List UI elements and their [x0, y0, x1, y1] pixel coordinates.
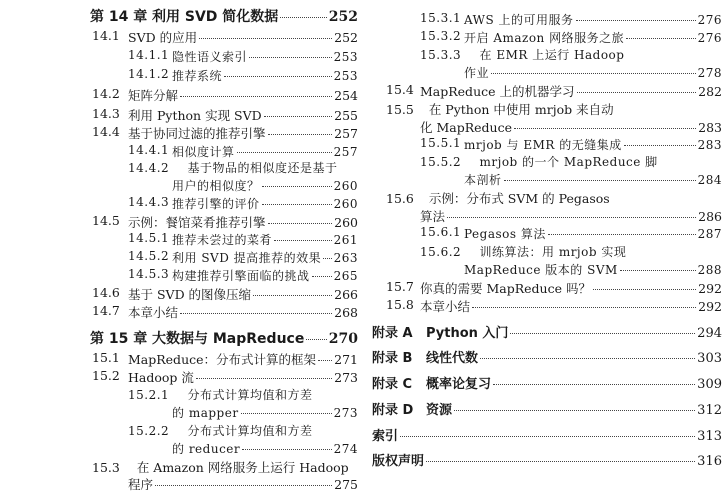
appendix-label: 附录 D: [372, 403, 414, 418]
page-number: 286: [698, 209, 722, 224]
subsection-number: 15.6.1: [420, 225, 462, 239]
section-number: 15.5: [386, 102, 414, 117]
dot-leader: [306, 339, 326, 340]
subsection-title: 利用 SVD 提高推荐的效果: [172, 251, 322, 265]
page-number: 260: [334, 215, 358, 230]
page-number: 287: [697, 227, 722, 241]
subsection-title: 相似度计算: [172, 145, 235, 159]
page-number: 283: [697, 138, 722, 152]
section-title: MapReduce：分布式计算的框架: [128, 352, 317, 367]
subsection-title: 隐性语义索引: [172, 50, 248, 64]
dot-leader: [237, 152, 332, 153]
page-number: 282: [698, 84, 722, 99]
subsection-title: 分布式计算均值和方差: [187, 388, 313, 402]
toc-section-14-6[interactable]: [92, 285, 358, 303]
subsection-number: 15.5.2: [420, 155, 462, 169]
dot-leader: [262, 204, 332, 205]
section-title: MapReduce 上的机器学习: [420, 84, 575, 99]
toc-section-14-4[interactable]: [92, 124, 358, 142]
section-title-cont: 算法: [420, 209, 446, 224]
toc-chapter-15[interactable]: [90, 328, 358, 348]
subsection-number: 15.6.2: [420, 245, 462, 259]
subsection-title: 推荐引擎的评价: [172, 197, 260, 211]
dot-leader: [472, 307, 696, 308]
section-title-cont: 程序: [128, 477, 154, 492]
subsection-number: 14.1.2: [128, 67, 170, 81]
section-title: 在 Amazon 网络服务上运行 Hadoop: [136, 460, 349, 475]
appendix-label: 附录 A: [372, 326, 413, 341]
toc-section-15-3-line1[interactable]: [92, 458, 349, 476]
page-number: 273: [333, 406, 358, 420]
toc-subsection-14-4-2-line1[interactable]: [128, 159, 338, 176]
page-number: 257: [334, 126, 358, 141]
dot-leader: [493, 384, 695, 385]
subsection-number: 14.5.1: [128, 231, 170, 245]
section-number: 15.1: [92, 350, 120, 365]
section-title: 基于协同过滤的推荐引擎: [128, 126, 266, 141]
toc-subsection-15-3-1[interactable]: [420, 11, 722, 28]
page-number: 260: [333, 179, 358, 193]
subsection-number: 14.5.3: [128, 267, 170, 281]
toc-subsection-15-6-1[interactable]: [420, 225, 722, 242]
toc-section-14-7[interactable]: [92, 303, 358, 321]
subsection-title: 开启 Amazon 网络服务之旅: [464, 31, 625, 45]
toc-subsection-14-5-2[interactable]: [128, 249, 358, 266]
page-number: 313: [697, 429, 722, 444]
chapter-number: 第 14 章: [90, 9, 148, 25]
page-number: 283: [698, 120, 722, 135]
page-number: 266: [334, 287, 358, 302]
toc-subsection-15-2-1-line1[interactable]: [128, 386, 313, 403]
subsection-number: 15.3.3: [420, 48, 462, 62]
subsection-title: Pegasos 算法: [464, 227, 546, 241]
page-number: 253: [333, 50, 358, 64]
toc-section-15-5-line2[interactable]: [420, 118, 722, 136]
subsection-title: 基于物品的相似度还是基于: [187, 161, 338, 175]
toc-section-14-2[interactable]: [92, 86, 358, 104]
toc-section-14-5[interactable]: [92, 213, 358, 231]
dot-leader: [624, 145, 696, 146]
subsection-title-cont: 本剖析: [464, 173, 502, 187]
dot-leader: [491, 73, 696, 74]
subsection-number: 14.5.2: [128, 249, 170, 263]
page-number: 265: [333, 269, 358, 283]
subsection-title: 分布式计算均值和方差: [187, 424, 313, 438]
toc-appendix-b[interactable]: [372, 347, 722, 366]
appendix-title: Python 入门: [426, 326, 509, 341]
toc-section-15-2[interactable]: [92, 368, 358, 386]
toc-subsection-15-2-2-line1[interactable]: [128, 422, 313, 439]
subsection-title-cont: 的 mapper: [172, 406, 239, 420]
toc-section-15-5-line1[interactable]: [386, 100, 614, 118]
page-number: 316: [697, 454, 722, 469]
toc-section-15-6-line2[interactable]: [420, 207, 722, 225]
section-title: Hadoop 流: [128, 370, 194, 385]
section-title: 示例：分布式 SVM 的 Pegasos: [428, 191, 610, 206]
page-number: 273: [334, 370, 358, 385]
section-number: 15.7: [386, 279, 414, 294]
toc-subsection-14-5-3[interactable]: [128, 267, 358, 284]
subsection-number: 14.4.2: [128, 161, 170, 175]
section-number: 15.4: [386, 82, 414, 97]
page-number: 252: [334, 30, 358, 45]
toc-subsection-15-3-3-line2[interactable]: [464, 64, 722, 81]
dot-leader: [249, 57, 332, 58]
section-number: 15.3: [92, 460, 120, 475]
dot-leader: [180, 96, 332, 97]
dot-leader: [264, 116, 332, 117]
page-number: 312: [697, 403, 722, 418]
section-title: 利用 Python 实现 SVD: [128, 108, 262, 123]
section-title-cont: 化 MapReduce: [420, 120, 512, 135]
section-number: 14.1: [92, 28, 120, 43]
toc-section-15-7[interactable]: [386, 279, 722, 297]
dot-leader: [626, 38, 695, 39]
section-title: 矩阵分解: [128, 88, 179, 103]
subsection-number: 15.3.2: [420, 29, 462, 43]
toc-subsection-14-5-1[interactable]: [128, 231, 358, 248]
section-number: 14.6: [92, 285, 120, 300]
appendix-title: 概率论复习: [426, 377, 492, 392]
section-number: 15.6: [386, 191, 414, 206]
section-title: 你真的需要 MapReduce 吗？: [420, 281, 591, 296]
appendix-title: 线性代数: [426, 351, 479, 366]
section-title: 本章小结: [420, 299, 471, 314]
toc-chapter-14[interactable]: [90, 6, 358, 26]
dot-leader: [274, 240, 332, 241]
section-number: 14.3: [92, 106, 120, 121]
index-title: 索引: [372, 429, 399, 444]
dot-leader: [318, 360, 332, 361]
dot-leader: [620, 270, 696, 271]
toc-subsection-14-4-2-line2[interactable]: [172, 177, 358, 194]
page-number: 309: [697, 377, 722, 392]
toc-section-14-1[interactable]: [92, 28, 358, 46]
page-number: 270: [328, 331, 358, 347]
section-title: SVD 的应用: [128, 30, 198, 45]
subsection-number: 15.3.1: [420, 11, 462, 25]
dot-leader: [155, 485, 332, 486]
subsection-title: mrjob 与 EMR 的无缝集成: [464, 138, 622, 152]
subsection-number: 14.4.1: [128, 143, 170, 157]
toc-subsection-15-3-2[interactable]: [420, 29, 722, 46]
dot-leader: [241, 413, 332, 414]
dot-leader: [593, 289, 696, 290]
dot-leader: [323, 258, 331, 259]
toc-subsection-14-4-3[interactable]: [128, 195, 358, 212]
page-number: 292: [698, 281, 722, 296]
section-number: 15.2: [92, 368, 120, 383]
dot-leader: [196, 378, 332, 379]
toc-subsection-14-1-1[interactable]: [128, 48, 358, 65]
toc-subsection-15-3-3-line1[interactable]: [420, 46, 624, 63]
dot-leader: [199, 38, 332, 39]
dot-leader: [268, 134, 333, 135]
dot-leader: [514, 128, 696, 129]
page-number: 276: [697, 13, 722, 27]
dot-leader: [224, 76, 332, 77]
section-title: 在 Python 中使用 mrjob 来自动: [428, 102, 614, 117]
appendix-label: 附录 B: [372, 351, 413, 366]
page-number: 253: [333, 69, 358, 83]
dot-leader: [576, 20, 696, 21]
section-number: 14.4: [92, 124, 120, 139]
page-number: 271: [334, 352, 358, 367]
toc-section-15-8[interactable]: [386, 297, 722, 315]
page-number: 260: [333, 197, 358, 211]
dot-leader: [268, 223, 333, 224]
subsection-number: 15.2.1: [128, 388, 170, 402]
subsection-title: 在 EMR 上运行 Hadoop: [479, 48, 625, 62]
section-number: 14.5: [92, 213, 120, 228]
toc-section-14-3[interactable]: [92, 106, 358, 124]
subsection-title: 训练算法：用 mrjob 实现: [479, 245, 627, 259]
toc-copyright[interactable]: [372, 450, 722, 469]
toc-subsection-15-5-1[interactable]: [420, 136, 722, 153]
subsection-title-cont: MapReduce 版本的 SVM: [464, 263, 618, 277]
dot-leader: [504, 180, 696, 181]
toc-section-15-4[interactable]: [386, 82, 722, 100]
section-title: 本章小结: [128, 305, 179, 320]
copyright-title: 版权声明: [372, 454, 425, 469]
toc-subsection-14-4-1[interactable]: [128, 143, 358, 160]
subsection-title-cont: 作业: [464, 66, 490, 80]
subsection-title-cont: 用户的相似度？: [172, 179, 260, 193]
subsection-number: 15.5.1: [420, 136, 462, 150]
section-number: 15.8: [386, 297, 414, 312]
toc-subsection-15-5-2-line2[interactable]: [464, 171, 722, 188]
dot-leader: [180, 313, 332, 314]
dot-leader: [548, 234, 696, 235]
toc-subsection-14-1-2[interactable]: [128, 67, 358, 84]
toc-index[interactable]: [372, 425, 722, 444]
subsection-title-cont: 的 reducer: [172, 442, 241, 456]
page-number: 288: [697, 263, 722, 277]
section-number: 14.7: [92, 303, 120, 318]
section-title: 基于 SVD 的图像压缩: [128, 287, 252, 302]
page-number: 254: [334, 88, 358, 103]
section-number: 14.2: [92, 86, 120, 101]
dot-leader: [242, 449, 331, 450]
dot-leader: [577, 92, 697, 93]
page-number: 276: [697, 31, 722, 45]
toc-appendix-c[interactable]: [372, 373, 722, 392]
dot-leader: [262, 186, 332, 187]
subsection-title: AWS 上的可用服务: [464, 13, 574, 27]
dot-leader: [253, 295, 332, 296]
toc-section-15-6-line1[interactable]: [386, 189, 610, 207]
page-number: 294: [697, 326, 722, 341]
page-number: 284: [697, 173, 722, 187]
toc-appendix-a[interactable]: [372, 322, 722, 341]
dot-leader: [426, 461, 695, 462]
page-number: 275: [334, 477, 358, 492]
subsection-title: 构建推荐引擎面临的挑战: [172, 269, 310, 283]
page-number: 303: [697, 351, 722, 366]
page-number: 292: [698, 299, 722, 314]
dot-leader: [400, 436, 695, 437]
appendix-label: 附录 C: [372, 377, 413, 392]
chapter-title: 利用 SVD 简化数据: [152, 9, 279, 25]
toc-subsection-15-5-2-line1[interactable]: [420, 153, 658, 170]
page-number: 252: [328, 9, 358, 25]
page-number: 261: [333, 233, 358, 247]
dot-leader: [454, 410, 695, 411]
subsection-title: 推荐未尝过的菜肴: [172, 233, 273, 247]
chapter-number: 第 15 章: [90, 331, 148, 347]
chapter-title: 大数据与 MapReduce: [152, 331, 305, 347]
dot-leader: [312, 276, 332, 277]
subsection-number: 15.2.2: [128, 424, 170, 438]
toc-appendix-d[interactable]: [372, 399, 722, 418]
toc-section-15-3-line2[interactable]: [128, 475, 358, 493]
subsection-title: mrjob 的一个 MapReduce 脚: [479, 155, 658, 169]
appendix-title: 资源: [426, 403, 453, 418]
dot-leader: [510, 333, 695, 334]
page-number: 257: [333, 145, 358, 159]
subsection-number: 14.4.3: [128, 195, 170, 209]
page-number: 263: [333, 251, 358, 265]
dot-leader: [480, 358, 695, 359]
page-number: 268: [334, 305, 358, 320]
toc-section-15-1[interactable]: [92, 350, 358, 368]
dot-leader: [447, 217, 696, 218]
toc-subsection-15-2-1-line2[interactable]: [172, 404, 358, 421]
toc-subsection-15-6-2-line2[interactable]: [464, 261, 722, 278]
toc-subsection-15-6-2-line1[interactable]: [420, 243, 626, 260]
toc-subsection-15-2-2-line2[interactable]: [172, 440, 358, 457]
page-number: 274: [333, 442, 358, 456]
subsection-number: 14.1.1: [128, 48, 170, 62]
subsection-title: 推荐系统: [172, 69, 223, 83]
page-number: 255: [334, 108, 358, 123]
dot-leader: [280, 17, 326, 18]
page-number: 278: [697, 66, 722, 80]
section-title: 示例：餐馆菜肴推荐引擎: [128, 215, 266, 230]
